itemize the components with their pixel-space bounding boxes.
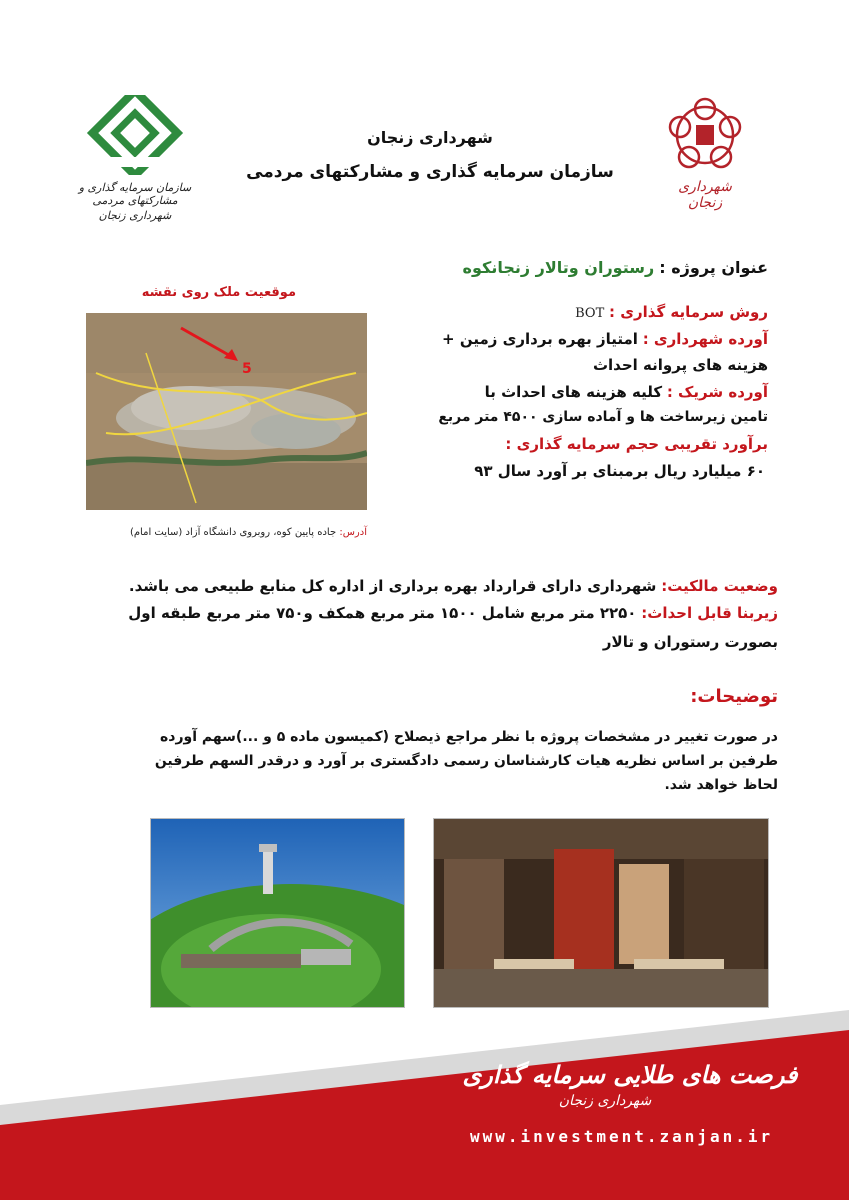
investment-estimate-label: برآورد تقریبی حجم سرمایه گذاری :	[505, 435, 768, 453]
address-label: آدرس:	[339, 527, 367, 538]
investment-org-logo	[60, 95, 210, 230]
notes-line-2: طرفین بر اساس نظریه هیات کارشناسان رسمی دادگستری بر آورد و درقدر السهم طرفین	[154, 753, 778, 769]
investment-method-line	[380, 303, 768, 321]
built-area-label: زیربنا قابل احداث:	[641, 604, 778, 622]
restaurant-interior-image	[434, 819, 769, 1008]
ownership-label: وضعیت مالکیت:	[661, 577, 778, 595]
investment-org-logo-icon	[60, 95, 210, 175]
satellite-map-image	[86, 313, 367, 510]
notes-line-3: لحاظ خواهد شد.	[664, 777, 778, 793]
location-map	[86, 313, 367, 510]
site-rendering-photo	[150, 818, 405, 1008]
notes-heading: توضیحات:	[690, 686, 778, 707]
built-area-value-2: بصورت رستوران و تالار	[602, 633, 778, 651]
footer-slogan-sub: شهرداری زنجان	[558, 1093, 652, 1109]
partner-share-value: کلیه هزینه های احداث با	[484, 383, 663, 401]
project-title-line	[380, 258, 768, 277]
address-value: جاده پایین کوه، روبروی دانشگاه آزاد (سایت امام)	[129, 527, 337, 538]
org-title: شهرداری زنجان	[367, 128, 493, 147]
partner-share-label: آورده شریک :	[666, 383, 768, 401]
footer-slogan: فرصت های طلایی سرمایه گذاری	[462, 1060, 798, 1089]
built-area-line	[30, 604, 778, 622]
investment-method-value: BOT	[575, 306, 605, 321]
left-logo-caption: سازمان سرمایه گذاری و مشارکتهای مردمی	[78, 181, 192, 207]
investment-estimate-value: ۶۰ میلیارد ریال برمبنای بر آورد سال ۹۳	[474, 462, 765, 480]
partner-share-value-2: تامین زیرساخت ها و آماده سازی ۴۵۰۰ متر مربع	[438, 409, 768, 425]
municipality-share-value-2: هزینه های پروانه احداث	[592, 356, 768, 374]
address-line	[60, 527, 367, 538]
map-marker-label: 5	[242, 361, 252, 377]
investment-method-label: روش سرمایه گذاری :	[609, 303, 768, 321]
municipality-emblem-icon	[660, 95, 750, 175]
municipality-share-label: آورده شهرداری :	[642, 330, 768, 348]
ownership-line	[60, 577, 778, 595]
built-area-value: ۲۲۵۰ متر مربع شامل ۱۵۰۰ متر مربع همکف و۷۵۰ متر مربع طبقه اول	[128, 604, 637, 622]
map-title: موقعیت ملک روی نقشه	[141, 285, 296, 300]
project-title-label: عنوان پروژه :	[659, 258, 768, 277]
notes-line-1: در صورت تغییر در مشخصات پروژه با نظر مراجع ذیصلاح (کمیسون ماده ۵ و ...)سهم آورده	[160, 729, 778, 745]
interior-rendering-photo	[433, 818, 769, 1008]
municipality-share-value: امتیاز بهره برداری زمین +	[442, 330, 638, 348]
municipality-share-line	[380, 330, 768, 348]
org-subtitle: سازمان سرمایه گذاری و مشارکتهای مردمی	[246, 162, 614, 182]
zanjan-municipality-logo	[660, 95, 750, 211]
right-logo-caption: شهرداری زنجان	[678, 179, 732, 211]
partner-share-line	[380, 383, 768, 401]
hill-site-render-image	[151, 819, 405, 1008]
ownership-value: شهرداری دارای قرارداد بهره برداری از اداره کل منابع طبیعی می باشد.	[128, 577, 657, 595]
left-logo-caption-2: شهرداری زنجان	[98, 209, 172, 222]
project-title-value: رستوران وتالار زنجانکوه	[462, 258, 655, 277]
website-link[interactable]: www.investment.zanjan.ir	[470, 1127, 774, 1146]
